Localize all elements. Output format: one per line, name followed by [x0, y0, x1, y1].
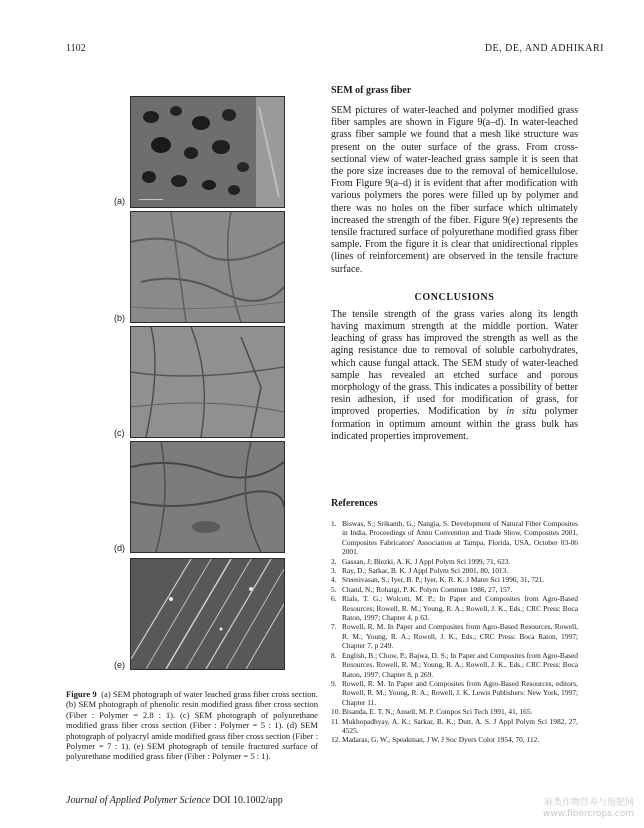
- reference-number: 8.: [331, 650, 337, 660]
- panel-label-a: (a): [114, 196, 125, 206]
- sem-image-d: [130, 441, 285, 553]
- running-head: DE, DE, AND ADHIKARI: [484, 43, 604, 54]
- sem-image-c: [130, 326, 285, 438]
- reference-item: [331, 575, 578, 584]
- reference-text: Mukhopadhyay, A. K.; Sarkar, B. K.; Dutt, A. S. J Appl Polym Sci 1982, 27, 4525.: [342, 716, 578, 735]
- caption-label: Figure 9: [66, 689, 97, 699]
- caption-text: (a) SEM photograph of water leached grass fiber cross section. (b) SEM photograph of phenolic resin modified grass fiber cross section (Fiber : Polymer = 2.8 : 1). (c) SEM photograph of polyurethane modified grass fiber cross section (Fiber : Polymer = 5 : 1). (d) SEM photograph of polyacryl amide modified grass fiber cross section (Fiber : Polymer = 7 : 1). (e) SEM photograph of tensile fractured surface of polyurethane modified grass fiber (Fiber : Polymer = 5 : 1).: [66, 689, 318, 762]
- right-column: [331, 85, 578, 443]
- reference-text: Chand, N.; Rohatgi, P. K. Polym Commun 1986, 27, 157.: [342, 584, 513, 594]
- panel-label-e: (e): [114, 660, 125, 670]
- reference-text: Sreenivasan, S.; Iyer, B. P.; Iyer, K. R. K. J Mater Sci 1996, 31, 721.: [342, 575, 545, 585]
- sem-image-b: [130, 211, 285, 323]
- reference-text: English, B.; Chow, P.; Bajwa, D. S.; In Paper and Composites from Agro-Based Resources, Rowell, R. M.; Young, R. A.; Rowell, J. K., Eds.; CRC Press: Boca Raton, 1997; Chapter 8, p 269.: [342, 650, 578, 679]
- reference-item: [331, 679, 578, 707]
- journal-doi: DOI 10.1002/app: [212, 795, 283, 806]
- conclusions-heading: CONCLUSIONS: [414, 291, 495, 303]
- page-number: 1102: [66, 43, 86, 54]
- reference-text: Ray, D.; Sarkar, B. K. J Appl Polym Sci 2001, 80, 1013.: [342, 566, 509, 576]
- reference-number: 5.: [331, 584, 337, 594]
- conclusions-text: [331, 309, 578, 443]
- watermark-line-2: www.fibercrops.com: [543, 809, 634, 819]
- watermark-line-1: 麻类作物营养与施肥网: [543, 798, 634, 808]
- panel-label-b: (b): [114, 313, 125, 323]
- reference-list: [331, 519, 578, 745]
- references-section: [331, 498, 578, 745]
- reference-text: Bisanda, E. T. N.; Ansell, M. P. Compos Sci Tech 1991, 41, 165.: [342, 707, 533, 717]
- journal-footer: [66, 795, 283, 806]
- sem-section-text: SEM pictures of water-leached and polymer modified grass fiber samples are shown in Figure 9(a–d). In water-leached grass fiber sample we found that a mesh like structure was present on the outer surface of the grass. From cross-sectional view of water-leached grass sample it is seen that the pore size increases due to the removal of hemicellulose. From Figure 9(a–d) it is evident that after modification with various polymers the pores were filled up by polymer and there was no holes on the fiber surface which ultimately increased the strength of the fiber. Figure 9(e) represents the tensile fractured surface of polyurethane modified grass fiber sample. From the figure it is clear that unidirectional ripples (lines of reinforcement) are observed in the tensile fracture surface.: [331, 105, 578, 275]
- reference-item: [331, 519, 578, 557]
- reference-number: 2.: [331, 556, 337, 566]
- reference-text: Biswas, S.; Srikanth, G.; Nangia, S. Development of Natural Fiber Composites in India, Proceedings of Annu Convention and Trade Show, Composites 2001, Composites Fabricators' Association at Tampa, Florida, USA, October 03-06 2001.: [342, 519, 578, 557]
- reference-item: [331, 557, 578, 566]
- reference-item: [331, 651, 578, 679]
- references-heading: References: [331, 498, 378, 509]
- reference-item: [331, 594, 578, 622]
- reference-number: 3.: [331, 566, 337, 576]
- panel-label-d: (d): [114, 543, 125, 553]
- reference-item: [331, 585, 578, 594]
- reference-text: Rowell, R. M. In Paper and Composites from Agro-Based Resources, Rowell, R. M.; Young, R. A.; Rowell, J. K., Eds.; CRC Press: Boca Raton, 1997; Chapter 7, p 249.: [342, 622, 578, 651]
- figure-caption: [66, 689, 318, 762]
- conclusions-text-italic: in situ: [506, 406, 537, 418]
- panel-label-c: (c): [114, 428, 125, 438]
- reference-text: Rials, T. G.; Wolcott, M. P.; In Paper and Composites from Agro-Based Resources; Rowell, R. M.; Young, R. A.; Rowell, J. K., Eds.; CRC Press: Boca Raton, 1997; Chapter 4, p 63.: [342, 594, 578, 623]
- reference-item: [331, 735, 578, 744]
- reference-number: 1.: [331, 519, 337, 528]
- reference-text: Gassan, J; Blezki, A. K. J Appl Polym Sci 1999, 71, 623.: [342, 556, 511, 566]
- sem-image-a: [130, 96, 285, 208]
- reference-text: Madaras, G. W.; Speakman, J W. J Soc Dyers Color 1954, 70, 112.: [342, 735, 540, 745]
- reference-number: 10.: [331, 707, 341, 717]
- sem-image-e: [130, 558, 285, 670]
- sem-section-heading: SEM of grass fiber: [331, 85, 412, 96]
- conclusions-text-before: The tensile strength of the grass varies along its length having maximum strength at the middle portion. Water leaching of grass has improved the strength as well as the aging resistance due to removal of soluble carbohydrates, which cause fungal attack. The SEM study of water-leached sample has revealed an etched surface and porous morphology of the grass. This indicates a possibility of better resin adhesion, if used for modification of grass, for improved properties. Modification by: [331, 308, 578, 418]
- reference-number: 6.: [331, 594, 337, 604]
- reference-number: 12.: [331, 735, 341, 745]
- reference-number: 4.: [331, 575, 337, 585]
- reference-number: 9.: [331, 678, 337, 688]
- reference-item: [331, 717, 578, 736]
- journal-name: Journal of Applied Polymer Science: [66, 795, 211, 806]
- reference-number: 11.: [331, 716, 340, 726]
- reference-text: Rowell, R. M. In Paper and Composites from Agro-Based Resources, editors, Rowell, R. M.; Young, R. A.; Rowell, J. K. Lewis Publishers: New York, 1997; Chapter 11.: [342, 678, 578, 707]
- reference-item: [331, 566, 578, 575]
- reference-item: [331, 707, 578, 716]
- scale-bar: ━━━━━━━━━━: [139, 199, 164, 203]
- reference-item: [331, 622, 578, 650]
- reference-number: 7.: [331, 622, 337, 632]
- watermark: [543, 798, 634, 820]
- conclusions-text-after: polymer formation in optimum amount within the grass bulk has indicated properties improvement.: [331, 406, 578, 442]
